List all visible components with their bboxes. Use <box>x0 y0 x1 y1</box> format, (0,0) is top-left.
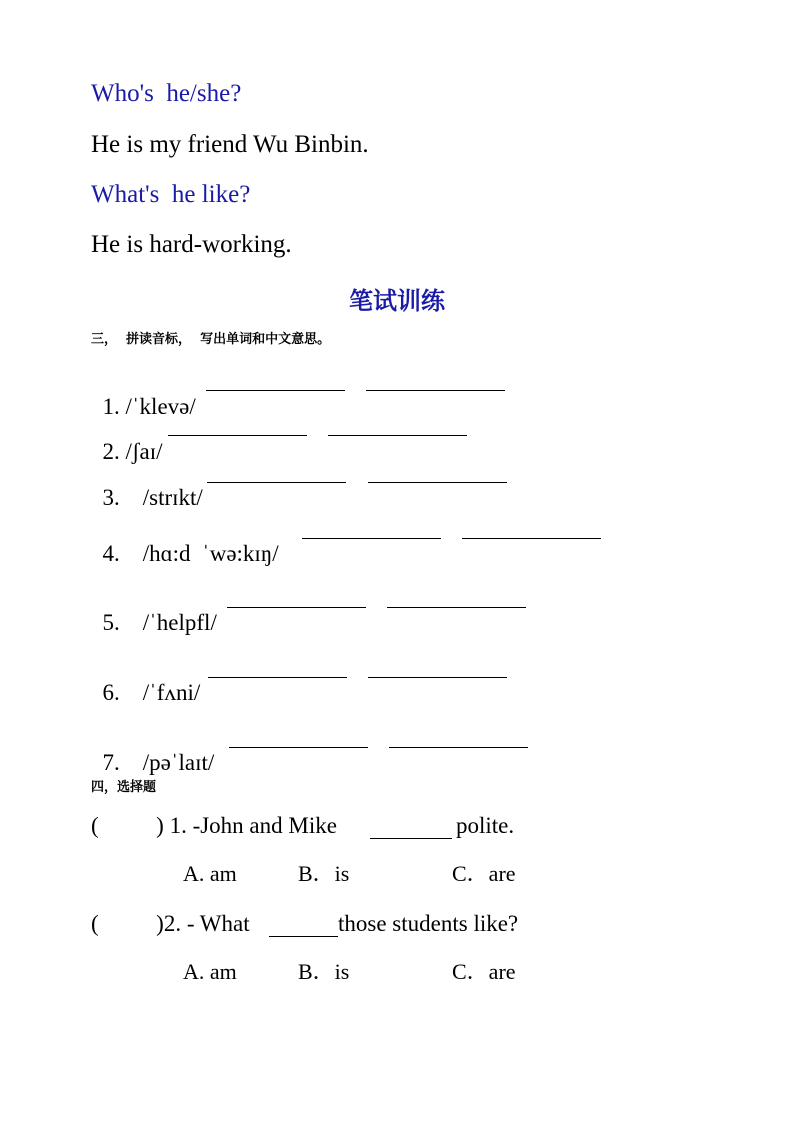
phonetic-item-5 <box>91 581 217 637</box>
item-phonetic: /ˈklevə/ <box>125 394 196 419</box>
mc-question-1-stem: ( ) 1. -John and Mike <box>91 813 337 838</box>
meaning-blank-5[interactable] <box>387 607 526 608</box>
item-number: 7. <box>102 750 120 775</box>
dialogue-question-1: Who's he/she? <box>91 80 242 107</box>
dialogue-answer-2: He is hard-working. <box>91 231 292 258</box>
page-title: 笔试训练 <box>349 287 445 315</box>
item-number: 6. <box>102 680 120 705</box>
word-blank-5[interactable] <box>227 607 366 608</box>
mc-question-1-blank[interactable] <box>370 838 452 839</box>
word-blank-7[interactable] <box>229 747 368 748</box>
item-phonetic: /pəˈlaɪt/ <box>142 750 215 775</box>
phonetic-item-4 <box>91 512 279 568</box>
mc-question-2-option-a[interactable]: A. am <box>183 959 237 984</box>
mc-question-1-option-c[interactable]: C．are <box>452 861 516 886</box>
mc-question-1-end: polite. <box>456 813 515 838</box>
phonetic-item-3 <box>91 456 203 512</box>
mc-question-1-option-b[interactable]: B．is <box>298 861 350 886</box>
item-phonetic: /hɑ:d ˈwə:kɪŋ/ <box>142 541 279 566</box>
word-blank-4[interactable] <box>302 538 441 539</box>
mc-question-2-blank[interactable] <box>269 936 338 937</box>
mc-question-2-option-b[interactable]: B．is <box>298 959 350 984</box>
meaning-blank-3[interactable] <box>368 482 507 483</box>
dialogue-answer-1: He is my friend Wu Binbin. <box>91 131 369 158</box>
phonetic-item-6 <box>91 651 200 707</box>
dialogue-question-2: What's he like? <box>91 181 251 208</box>
item-number: 1. <box>102 394 120 419</box>
meaning-blank-4[interactable] <box>462 538 601 539</box>
phonetic-item-7 <box>91 721 214 777</box>
meaning-blank-2[interactable] <box>328 435 467 436</box>
item-number: 4. <box>102 541 120 566</box>
meaning-blank-7[interactable] <box>389 747 528 748</box>
item-phonetic: /ˈhelpfl/ <box>142 610 217 635</box>
word-blank-3[interactable] <box>207 482 346 483</box>
word-blank-6[interactable] <box>208 677 347 678</box>
section4-heading: 四，选择题 <box>91 780 157 795</box>
word-blank-1[interactable] <box>206 390 345 391</box>
mc-question-2-end: those students like? <box>338 911 519 936</box>
item-phonetic: /ʃaɪ/ <box>125 439 163 464</box>
mc-question-2-option-c[interactable]: C．are <box>452 959 516 984</box>
item-number: 5. <box>102 610 120 635</box>
mc-question-2-stem: ( )2. - What <box>91 911 250 936</box>
word-blank-2[interactable] <box>168 435 307 436</box>
meaning-blank-6[interactable] <box>368 677 507 678</box>
item-number: 2. <box>102 439 120 464</box>
meaning-blank-1[interactable] <box>366 390 505 391</box>
item-number: 3. <box>102 485 120 510</box>
item-phonetic: /strɪkt/ <box>142 485 203 510</box>
section3-heading: 三， 拼读音标， 写出单词和中文意思。 <box>91 332 331 347</box>
mc-question-1-option-a[interactable]: A. am <box>183 861 237 886</box>
item-phonetic: /ˈfʌni/ <box>142 680 201 705</box>
